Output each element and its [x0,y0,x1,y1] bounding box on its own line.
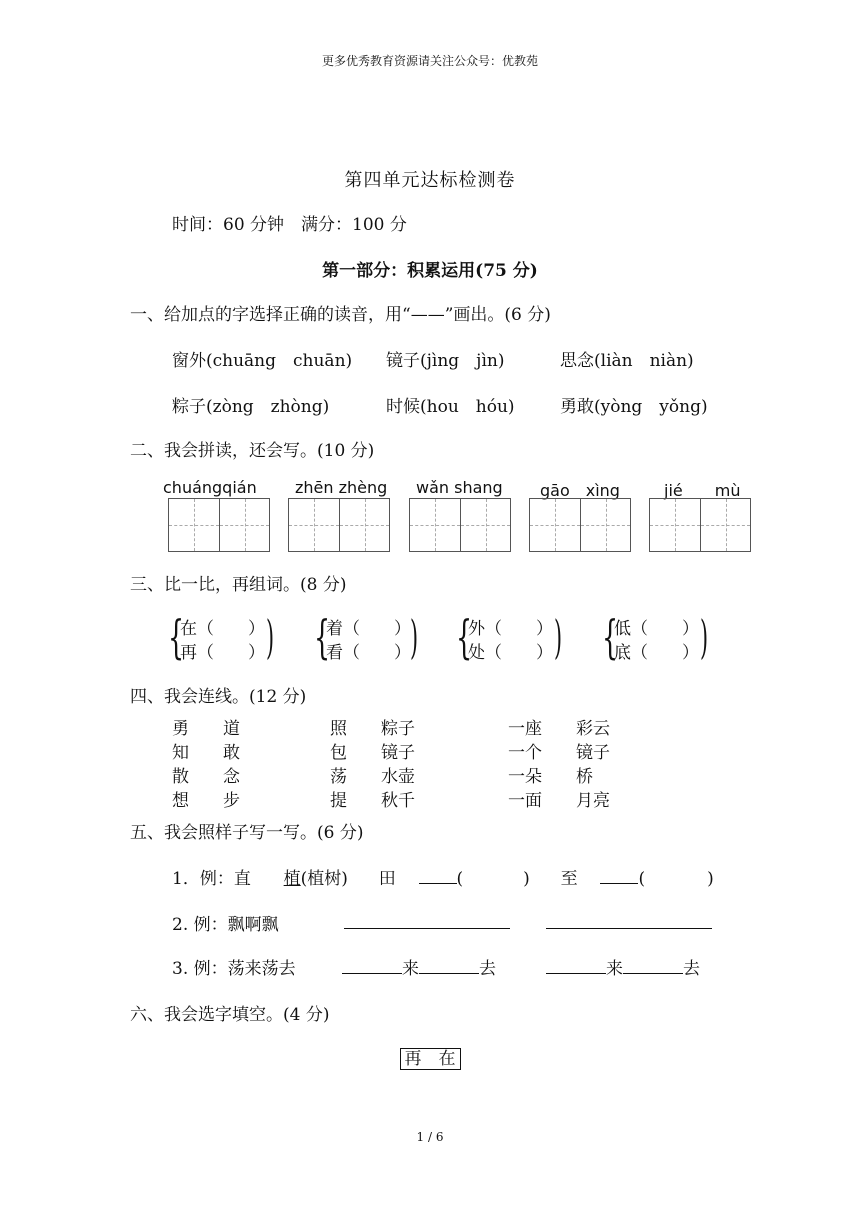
page-header: 更多优秀教育资源请关注公众号：优教苑 [321,54,538,68]
compare-word-bottom[interactable]: 看（ ） [326,643,411,663]
page-title: 第四单元达标检测卷 [344,170,516,191]
prompt-char: 田 [378,869,396,889]
compare-word-bottom[interactable]: 底（ ） [614,643,699,663]
pinyin-label: chuángqián [163,478,257,497]
right-paren-icon: ) [266,610,275,664]
answer-blank[interactable] [600,867,638,884]
answer-blank[interactable] [419,957,479,974]
answer-blank[interactable] [623,957,683,974]
left-brace-icon: { [314,610,331,664]
q5-heading: 五、我会照样子写一写。(6 分) [130,823,364,843]
writing-grid[interactable] [168,498,270,552]
q1-item: 窗外(chuāng chuān) [172,351,353,371]
compare-word-bottom[interactable]: 处（ ） [468,643,553,663]
left-brace-icon: { [168,610,185,664]
fixed-char: 去 [683,959,700,979]
example-prefix: 3. 例：荡来荡去 [172,959,296,979]
match-item[interactable]: 散 念 [172,767,240,787]
match-item[interactable]: 一座 彩云 [508,719,610,739]
left-brace-icon: { [602,610,619,664]
pinyin-label: jié mù [664,481,741,500]
match-item[interactable]: 荡 水壶 [330,767,415,787]
part-one-heading: 第一部分：积累运用(75 分) [322,261,538,281]
q3-heading: 三、比一比，再组词。(8 分) [130,575,347,595]
pinyin-label: zhēn zhèng [295,478,388,497]
page-number: 1 / 6 [416,1130,444,1144]
answer-blank[interactable] [546,957,606,974]
compare-word-top[interactable]: 着（ ） [326,619,411,639]
compare-pair [314,612,424,666]
writing-grid[interactable] [288,498,390,552]
example-prefix: 2. 例：飘啊飘 [172,915,279,935]
q1-item: 粽子(zòng zhòng) [172,397,330,417]
writing-grid[interactable] [529,498,631,552]
match-item[interactable]: 勇 道 [172,719,240,739]
match-item[interactable]: 知 敢 [172,743,240,763]
match-item[interactable]: 一面 月亮 [508,791,610,811]
compare-word-top[interactable]: 在（ ） [180,619,265,639]
example-prefix: 1．例：直 [172,869,251,889]
fixed-char: 来 [402,959,419,979]
q2-heading: 二、我会拼读，还会写。(10 分) [130,441,375,461]
exam-meta: 时间：60 分钟 满分：100 分 [172,215,407,235]
pinyin-label: gāo xìng [540,481,620,500]
fixed-char: 去 [479,959,496,979]
match-item[interactable]: 一朵 桥 [508,767,593,787]
q1-item: 勇敢(yòng yǒng) [560,397,708,417]
answer-blank[interactable] [419,867,457,884]
match-item[interactable]: 想 步 [172,791,240,811]
right-paren-icon: ) [554,610,563,664]
fixed-char: 来 [606,959,623,979]
q1-heading: 一、给加点的字选择正确的读音，用“——”画出。(6 分) [130,305,551,325]
match-item[interactable]: 包 镜子 [330,743,415,763]
writing-grid[interactable] [409,498,511,552]
answer-line[interactable] [546,928,712,929]
q6-heading: 六、我会选字填空。(4 分) [130,1005,330,1025]
match-item[interactable]: 一个 镜子 [508,743,610,763]
match-item[interactable]: 照 粽子 [330,719,415,739]
left-brace-icon: { [456,610,473,664]
q5-example-3 [172,954,296,979]
q5-answer-row [546,954,700,979]
answer-blank[interactable] [342,957,402,974]
choice-box-wrap [0,1044,860,1069]
q1-item: 思念(liàn niàn) [560,351,694,371]
compare-word-top[interactable]: 外（ ） [468,619,553,639]
choice-box: 再 在 [400,1048,461,1070]
match-item[interactable]: 提 秋千 [330,791,415,811]
q1-item: 镜子(jìng jìn) [386,351,505,371]
q5-example-2 [172,910,279,935]
compare-word-top[interactable]: 低（ ） [614,619,699,639]
example-word: 植 [283,869,301,889]
compare-word-bottom[interactable]: 再（ ） [180,643,265,663]
compare-pair [168,612,278,666]
writing-grid[interactable] [649,498,751,552]
q4-heading: 四、我会连线。(12 分) [130,687,307,707]
right-paren-icon: ) [700,610,709,664]
q5-example-1: 1．例：直 植(植树) 田 ( ) 至 ( ) [172,869,714,889]
compare-pair [456,612,566,666]
q5-answer-row [342,954,496,979]
right-paren-icon: ) [410,610,419,664]
compare-pair [602,612,712,666]
q1-item: 时候(hou hóu) [386,397,515,417]
example-paren: (植树) [300,869,348,889]
pinyin-label: wǎn shang [416,478,503,497]
prompt-char: 至 [560,869,578,889]
answer-line[interactable] [344,928,510,929]
